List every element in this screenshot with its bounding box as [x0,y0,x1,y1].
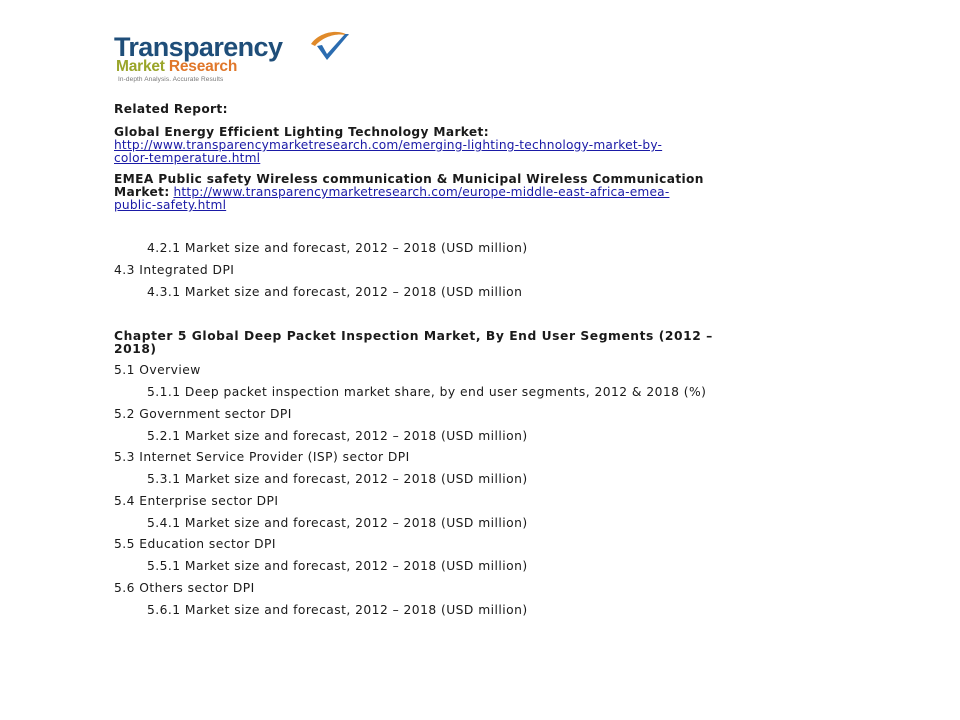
toc-item-5-5-1: 5.5.1 Market size and forecast, 2012 – 2018 (USD million) [147,559,528,573]
toc-item-5-4: 5.4 Enterprise sector DPI [114,494,279,508]
related-report-1-title: Global Energy Efficient Lighting Technology Market: [114,125,489,139]
related-report-heading: Related Report: [114,102,228,116]
toc-item-5-4-1: 5.4.1 Market size and forecast, 2012 – 2018 (USD million) [147,516,528,530]
related-report-2-link-cont[interactable]: public-safety.html [114,198,227,212]
related-report-2-title-cont: Market: [114,185,170,199]
toc-item-5-1-1: 5.1.1 Deep packet inspection market share, by end user segments, 2012 & 2018 (%) [147,385,707,399]
toc-item-5-2-1: 5.2.1 Market size and forecast, 2012 – 2018 (USD million) [147,429,528,443]
toc-item-4-3-1: 4.3.1 Market size and forecast, 2012 – 2018 (USD million [147,285,523,299]
chapter-5-heading-cont: 2018) [114,342,157,356]
logo-subtitle [116,59,237,75]
checkmark-swoosh-icon [309,30,351,64]
toc-item-5-1: 5.1 Overview [114,363,201,377]
toc-item-4-3: 4.3 Integrated DPI [114,263,235,277]
toc-item-5-5: 5.5 Education sector DPI [114,537,276,551]
related-report-1-link[interactable]: http://www.transparencymarketresearch.com/emerging-lighting-technology-market-by- [114,138,663,152]
logo-word-market: Market [116,58,165,75]
toc-item-5-6-1: 5.6.1 Market size and forecast, 2012 – 2018 (USD million) [147,603,528,617]
related-report-1-link-cont[interactable]: color-temperature.html [114,151,261,165]
toc-item-5-6: 5.6 Others sector DPI [114,581,255,595]
toc-item-5-3-1: 5.3.1 Market size and forecast, 2012 – 2018 (USD million) [147,472,528,486]
chapter-5-heading: Chapter 5 Global Deep Packet Inspection Market, By End User Segments (2012 – [114,329,713,343]
logo-title: Transparency [114,32,283,62]
related-report-2-link[interactable]: http://www.transparencymarketresearch.com/europe-middle-east-africa-emea- [173,185,670,199]
related-report-2-title: EMEA Public safety Wireless communication & Municipal Wireless Communication [114,172,704,186]
toc-item-5-2: 5.2 Government sector DPI [114,407,292,421]
logo-tagline: In-depth Analysis. Accurate Results [118,76,224,83]
toc-item-4-2-1: 4.2.1 Market size and forecast, 2012 – 2018 (USD million) [147,241,528,255]
toc-item-5-3: 5.3 Internet Service Provider (ISP) sector DPI [114,450,410,464]
logo-word-research: Research [168,58,238,75]
company-logo [114,30,364,86]
